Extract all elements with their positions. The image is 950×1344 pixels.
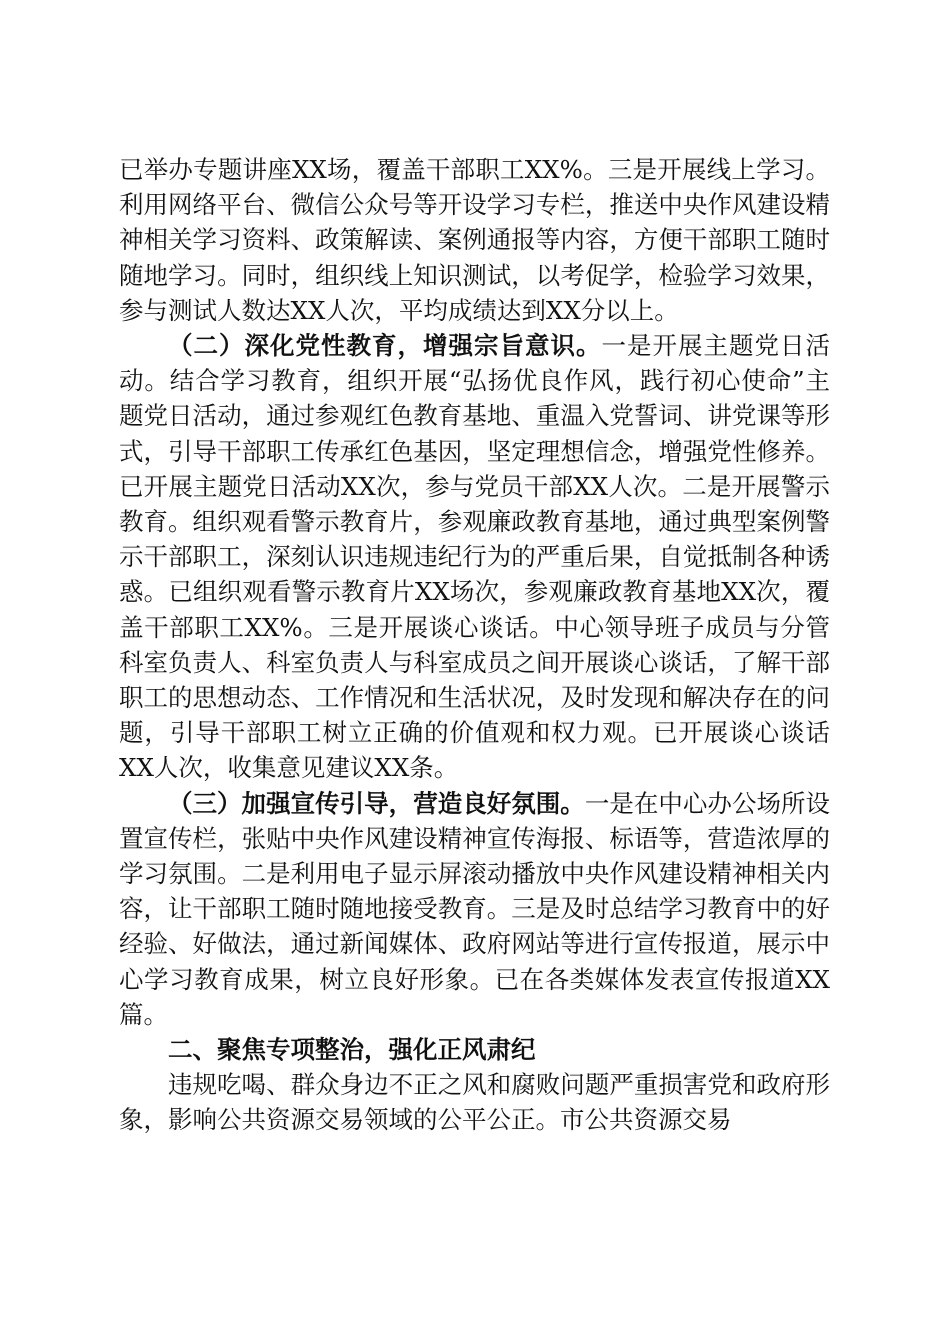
- paragraph-publicity: [119, 786, 830, 1032]
- paragraph-text: 已举办专题讲座XX场，覆盖干部职工XX%。三是开展线上学习。利用网络平台、微信公众号等开设学习专栏，推送中央作风建设精神相关学习资料、政策解读、案例通报等内容，方便干部职工随时随地学习。同时，组织线上知识测试，以考促学，检验学习效果，参与测试人数达XX人次，平均成绩达到XX分以上。: [119, 155, 830, 325]
- section-lead-2: （二）深化党性教育，增强宗旨意识。: [168, 331, 602, 361]
- paragraph-text: 一是在中心办公场所设置宣传栏，张贴中央作风建设精神宣传海报、标语等，营造浓厚的学习氛围。二是利用电子显示屏滚动播放中央作风建设精神相关内容，让干部职工随时随地接受教育。三是及时总结学习教育中的好经验、好做法，通过新闻媒体、政府网站等进行宣传报道，展示中心学习教育成果，树立良好形象。已在各类媒体发表宣传报道XX篇。: [119, 788, 831, 1029]
- paragraph-text: 一是开展主题党日活动。结合学习教育，组织开展“弘扬优良作风，践行初心使命”主题党日活动，通过参观红色教育基地、重温入党誓词、讲党课等形式，引导干部职工传承红色基因，坚定理想信念，增强党性修养。已开展主题党日活动XX次，参与党员干部XX人次。二是开展警示教育。组织观看警示教育片，参观廉政教育基地，通过典型案例警示干部职工，深刻认识违规违纪行为的严重后果，自觉抵制各种诱惑。已组织观看警示教育片XX场次，参观廉政教育基地XX次，覆盖干部职工XX%。三是开展谈心谈话。中心领导班子成员与分管科室负责人、科室负责人与科室成员之间开展谈心谈话，了解干部职工的思想动态、工作情况和生活状况，及时发现和解决存在的问题，引导干部职工树立正确的价值观和权力观。已开展谈心谈话XX人次，收集意见建议XX条。: [119, 331, 830, 783]
- document-body: [119, 152, 830, 1138]
- paragraph-special-rectification: [119, 1067, 830, 1137]
- section-heading: 二、聚焦专项整治，强化正风肃纪: [168, 1035, 536, 1065]
- paragraph-online-learning: [119, 152, 830, 328]
- section-lead-3: （三）加强宣传引导，营造良好氛围。: [168, 788, 585, 818]
- paragraph-party-education: [119, 328, 830, 786]
- paragraph-text: 违规吃喝、群众身边不正之风和腐败问题严重损害党和政府形象，影响公共资源交易领域的公平公正。市公共资源交易: [119, 1070, 830, 1135]
